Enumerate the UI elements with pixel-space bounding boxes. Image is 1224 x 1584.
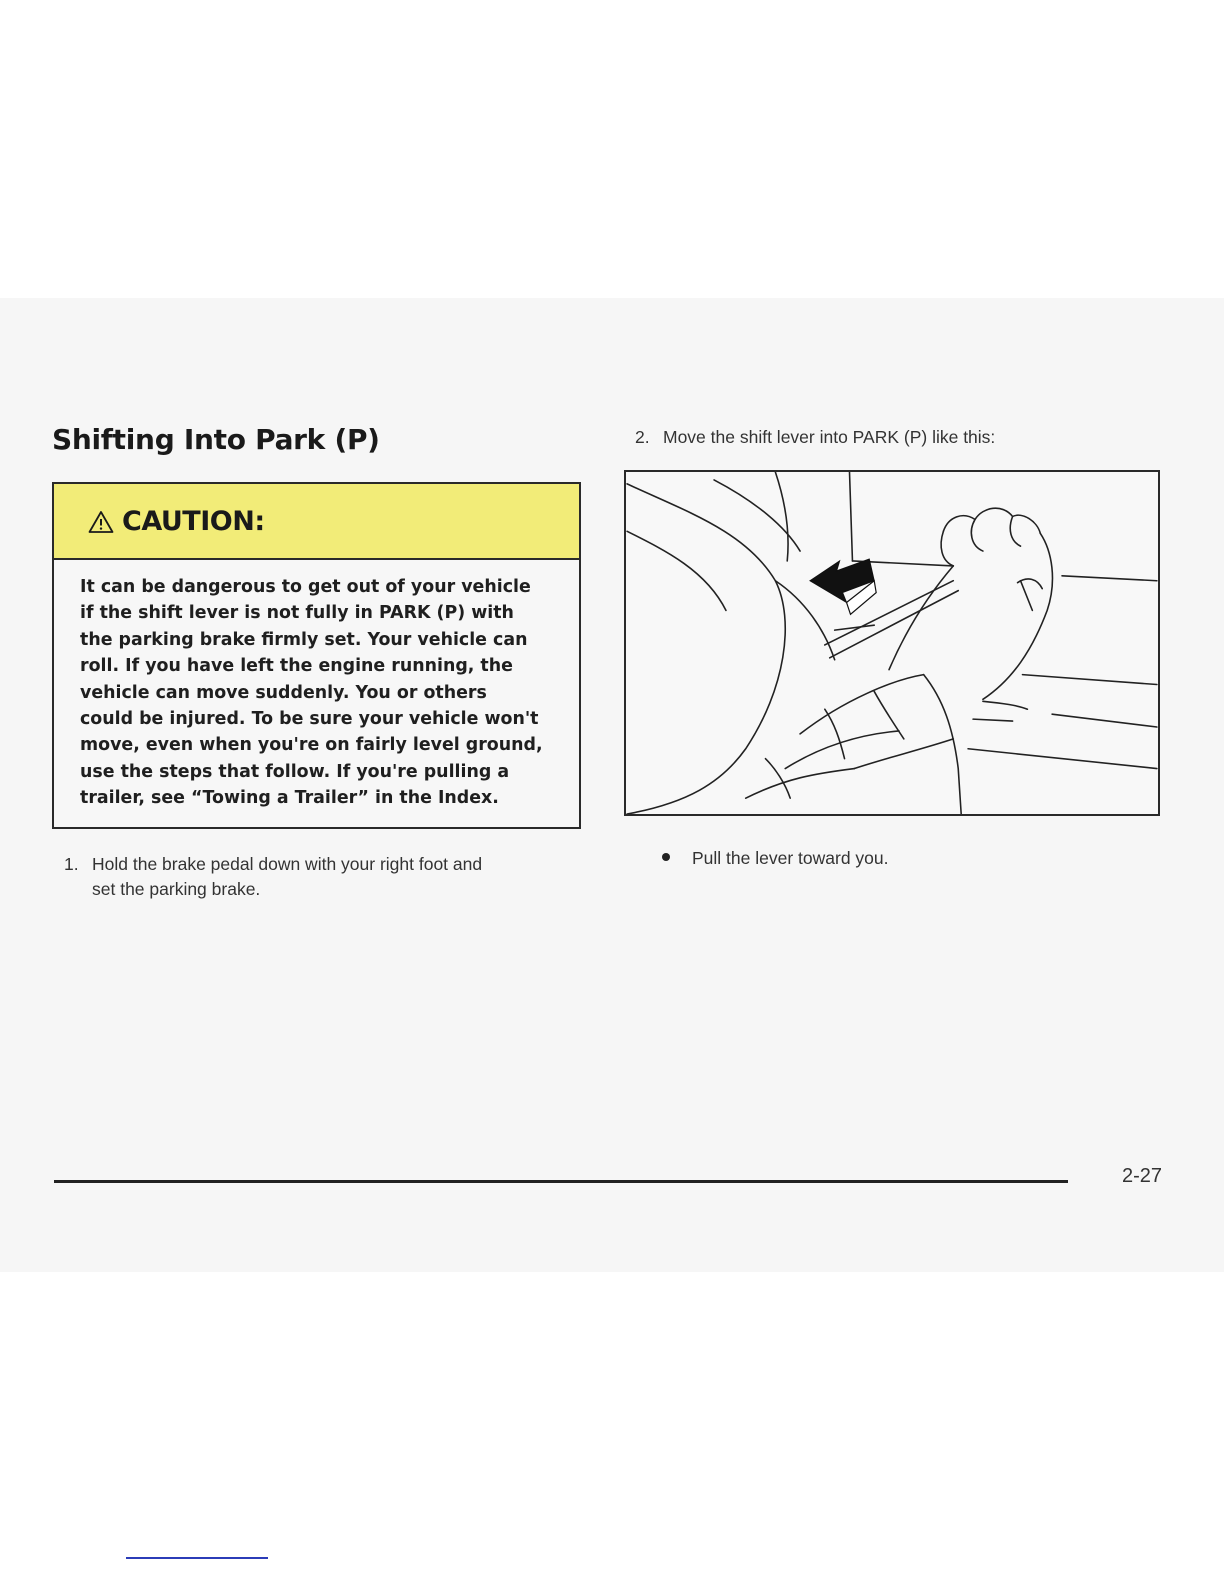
caution-line: the parking brake firmly set. Your vehicle can	[80, 629, 528, 650]
caution-box	[52, 482, 581, 829]
caution-line: could be injured. To be sure your vehicle won't	[80, 709, 539, 730]
step-number: 2.	[635, 427, 650, 447]
footer-divider	[54, 1180, 1068, 1183]
step-text-continued: set the parking brake.	[92, 879, 261, 899]
step-1	[64, 852, 584, 902]
caution-line: roll. If you have left the engine running, the	[80, 656, 513, 677]
caution-line: trailer, see “Towing a Trailer” in the Index.	[80, 788, 499, 809]
caution-title: CAUTION:	[122, 505, 265, 537]
page-number: 2-27	[1122, 1165, 1163, 1187]
shift-lever-illustration	[624, 470, 1160, 816]
caution-line: if the shift lever is not fully in PARK (P) with	[80, 603, 514, 624]
direction-arrow-icon	[810, 559, 876, 614]
step-text: Hold the brake pedal down with your right foot and	[92, 854, 483, 874]
bullet-item	[662, 846, 889, 871]
bullet-text: Pull the lever toward you.	[692, 848, 889, 868]
step-number: 1.	[64, 854, 79, 874]
caution-line: use the steps that follow. If you're pulling a	[80, 761, 510, 782]
step-2	[635, 425, 995, 450]
section-heading: Shifting Into Park (P)	[52, 423, 380, 456]
caution-line: It can be dangerous to get out of your vehicle	[80, 577, 531, 597]
shift-lever-drawing	[626, 472, 1158, 814]
warning-triangle-icon	[88, 510, 114, 534]
caution-line: move, even when you're on fairly level ground,	[80, 735, 543, 756]
caution-line: vehicle can move suddenly. You or others	[80, 682, 487, 703]
caution-text	[54, 560, 579, 812]
link-underline	[126, 1557, 268, 1559]
step-text: Move the shift lever into PARK (P) like this:	[663, 427, 996, 447]
bullet-icon	[662, 853, 670, 861]
caution-header	[54, 484, 579, 560]
